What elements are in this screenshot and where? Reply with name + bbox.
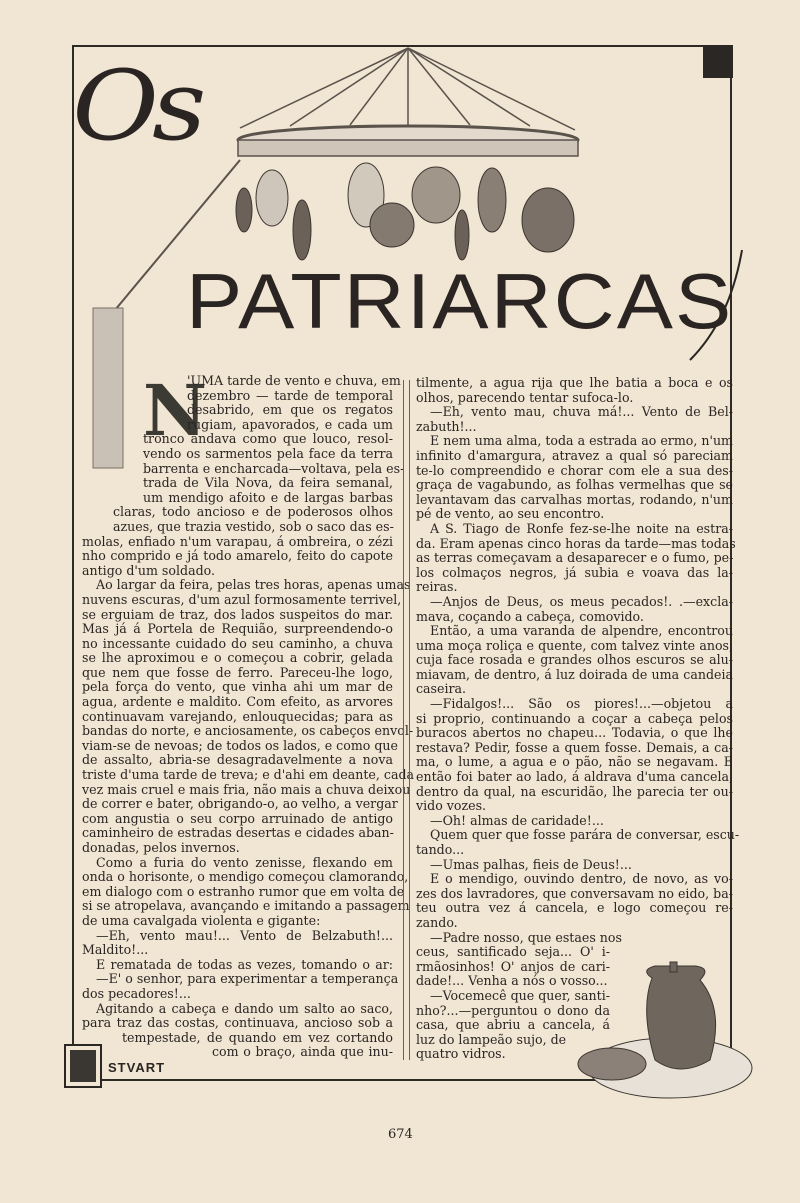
- text-line: tando...: [416, 842, 465, 857]
- text-line: agua, ardente e maldito. Com efeito, as arvores: [82, 694, 393, 710]
- title-prefix: Os: [72, 50, 200, 162]
- text-line: triste d'uma tarde de treva; e d'ahi em deante, cada: [82, 767, 415, 783]
- text-line: rmãosinhos! O' anjos de cari-: [416, 958, 610, 974]
- text-line: no incessante cuidado do seu caminho, a chuva: [82, 635, 393, 651]
- text-line: bandas do norte, e anciosamente, os cabeços envol-: [82, 723, 414, 739]
- text-line: A S. Tiago de Ronfe fez-se-lhe noite na estra-: [430, 520, 733, 536]
- text-line: —Anjos de Deus, os meus pecados!. .—excla-: [430, 593, 733, 609]
- text-line: E o mendigo, ouvindo dentro, de novo, as vo-: [430, 871, 733, 887]
- text-line: teu outra vez á cancela, e logo começou re-: [416, 900, 733, 916]
- text-line: uma moça roliça e quente, com talvez vinte anos,: [416, 637, 733, 653]
- text-line: nho?...—perguntou o dono da: [416, 1002, 610, 1018]
- page-number: 674: [388, 1127, 413, 1142]
- text-line: rugiam, apavorados, e cada um: [187, 416, 393, 432]
- text-line: com angustia o seu corpo arruinado de antigo: [82, 810, 393, 826]
- text-line: que nem que fosse de ferro. Pareceu-lhe logo,: [82, 664, 393, 680]
- text-line: buracos abertos no chapeu... Todavia, o que lhe: [416, 725, 733, 741]
- right-column: [416, 375, 740, 1062]
- text-line: viam-se de nevoas; de todos os lados, e como que: [82, 737, 398, 753]
- text-line: te-lo compreendido e chorar com ele a sua des-: [416, 462, 733, 478]
- text-line: tilmente, a agua rija que lhe batia a boca e os: [416, 375, 733, 390]
- signature-ornament: [64, 1044, 102, 1088]
- article-title: PATRIARCAS: [186, 257, 734, 345]
- text-line: vendo os sarmentos pela face da terra: [143, 445, 393, 461]
- text-line: onda o horisonte, o mendigo começou clamorando,: [82, 869, 409, 885]
- text-line: caseira.: [416, 681, 467, 697]
- text-line: 'UMA tarde de vento e chuva, em: [187, 373, 401, 388]
- text-line: se lhe aproximou e o começou a cobrir, gelada: [82, 650, 393, 666]
- text-line: Maldito!...: [82, 942, 149, 958]
- text-line: casa, que abriu a cancela, á: [416, 1017, 610, 1033]
- text-line: então foi bater ao lado, á aldrava d'uma cancela,: [416, 769, 733, 785]
- text-line: em dialogo com o estranho rumor que em volta de: [82, 883, 405, 899]
- drop-cap: N: [143, 369, 207, 452]
- artist-signature: STVART: [108, 1060, 166, 1075]
- text-line: —Vocemecê que quer, santi-: [430, 987, 610, 1003]
- text-line: vido vozes.: [416, 798, 487, 814]
- text-line: molas, enfiado n'um varapau, á ombreira, o zézi: [82, 533, 393, 549]
- text-line: Agitando a cabeça e dando um salto ao saco,: [96, 1000, 393, 1016]
- text-line: nuvens escuras, d'um azul formosamente terrivel,: [82, 591, 402, 607]
- text-line: —Eh, vento mau!... Vento de Belzabuth!...: [96, 927, 393, 943]
- text-line: trada de Vila Nova, da feira semanal,: [143, 475, 393, 491]
- text-line: luz do lampeão sujo, de: [416, 1031, 567, 1047]
- text-line: dentro da qual, na escuridão, lhe parecia ter ou-: [416, 783, 733, 799]
- text-line: —Fidalgos!... São os piores!...—objetou a: [430, 696, 733, 712]
- text-line: um mendigo afoito e de largas barbas: [143, 489, 393, 505]
- text-line: olhos, parecendo tentar sufoca-lo.: [416, 389, 634, 405]
- text-line: dos pecadores!...: [82, 985, 191, 1001]
- text-line: se erguiam de traz, dos lados suspeitos do mar.: [82, 606, 393, 622]
- text-line: zando.: [416, 914, 458, 930]
- text-line: de uma cavalgada violenta e gigante:: [82, 912, 321, 928]
- text-line: azues, que trazia vestido, sob o saco das es-: [113, 518, 394, 534]
- text-line: Como a furia do vento zenisse, flexando em: [96, 854, 393, 870]
- text-line: miavam, de dentro, á luz doirada de uma candeia: [416, 666, 733, 682]
- text-line: nho comprido e já todo amarelo, feito do capote: [82, 548, 393, 564]
- text-line: —E' o senhor, para experimentar a temperança: [96, 971, 399, 987]
- text-line: graça de vagabundo, as folhas vermelhas que se: [416, 477, 733, 493]
- text-line: vez mais cruel e mais fria, não mais a chuva deixou: [82, 781, 411, 797]
- text-line: para traz das costas, continuava, ancioso sob a: [82, 1015, 393, 1031]
- text-line: tempestade, de quando em vez cortando: [122, 1029, 393, 1045]
- text-line: si proprio, continuando a coçar a cabeça pelos: [416, 710, 733, 726]
- text-line: continuavam varejando, enlouquecidas; para as: [82, 708, 393, 724]
- text-line: si se atropelava, avançando e imitando a passagem: [82, 898, 410, 914]
- text-line: E nem uma alma, toda a estrada ao ermo, n'um: [430, 433, 733, 449]
- text-line: antigo d'um soldado.: [82, 562, 216, 578]
- text-line: mava, coçando a cabeça, comovido.: [416, 608, 644, 624]
- text-line: levantavam das carvalhas mortas, rodando, n'um: [416, 491, 733, 507]
- text-line: ma, o lume, a agua e o pão, não se negavam. E: [416, 754, 733, 770]
- text-line: restava? Pedir, fosse a quem fosse. Demais, a ca-: [416, 739, 733, 755]
- text-line: Então, a uma varanda de alpendre, encontrou: [430, 623, 733, 639]
- text-line: quatro vidros.: [416, 1046, 506, 1062]
- text-line: Mas já á Portela de Requião, surpreendendo-o: [82, 621, 393, 637]
- text-line: caminheiro de estradas desertas e cidades aban-: [82, 825, 394, 841]
- text-line: pé de vento, ao seu encontro.: [416, 506, 605, 522]
- text-line: desabrido, em que os regatos: [187, 402, 393, 418]
- text-line: tronco andava como que louco, resol-: [143, 431, 393, 447]
- text-line: dezembro — tarde de temporal: [187, 387, 393, 403]
- text-line: E rematada de todas as vezes, tomando o ar:: [96, 956, 393, 972]
- text-line: —Oh! almas de caridade!...: [430, 812, 604, 828]
- text-line: donadas, pelos invernos.: [82, 840, 240, 855]
- text-line: zes dos lavradores, que conversavam no eido, ba-: [416, 885, 733, 901]
- text-line: de correr e bater, obrigando-o, ao velho, a vergar: [82, 796, 398, 812]
- text-line: de assalto, abria-se desagradavelmente a nova: [82, 752, 393, 768]
- text-line: —Padre nosso, que estaes nos: [430, 929, 622, 945]
- text-line: pela força do vento, que vinha ahi um mar de: [82, 679, 393, 695]
- text-line: claras, todo ancioso e de poderosos olhos: [113, 504, 393, 520]
- text-line: —Eh, vento mau, chuva má!... Vento de Bel-: [430, 404, 733, 420]
- text-line: los colmaços negros, já subia e voava das la-: [416, 564, 733, 580]
- text-line: —Umas palhas, fieis de Deus!...: [430, 856, 632, 872]
- text-line: reiras.: [416, 579, 458, 595]
- text-line: as terras começavam a desaparecer e o fumo, pe-: [416, 550, 734, 566]
- left-column: [82, 369, 415, 1060]
- text-line: barrenta e encharcada—voltava, pela es-: [143, 460, 405, 476]
- column-divider: [403, 380, 410, 1060]
- text-line: zabuth!...: [416, 418, 477, 434]
- text-line: ceus, santificado seja... O' i-: [416, 944, 610, 960]
- text-line: cuja face rosada e grandes olhos escuros se alu-: [416, 652, 733, 668]
- text-line: da. Eram apenas cinco horas da tarde—mas todas: [416, 535, 736, 551]
- text-line: Ao largar da feira, pelas tres horas, apenas umas: [96, 577, 411, 593]
- text-line: Quem quer que fosse parára de conversar, escu-: [430, 827, 740, 843]
- text-line: com o braço, ainda que inu-: [212, 1044, 393, 1060]
- text-line: infinito d'amargura, atravez a qual só pareciam: [416, 447, 733, 463]
- sausages: [236, 163, 574, 260]
- text-line: dade!... Venha a nós o vosso...: [416, 973, 608, 989]
